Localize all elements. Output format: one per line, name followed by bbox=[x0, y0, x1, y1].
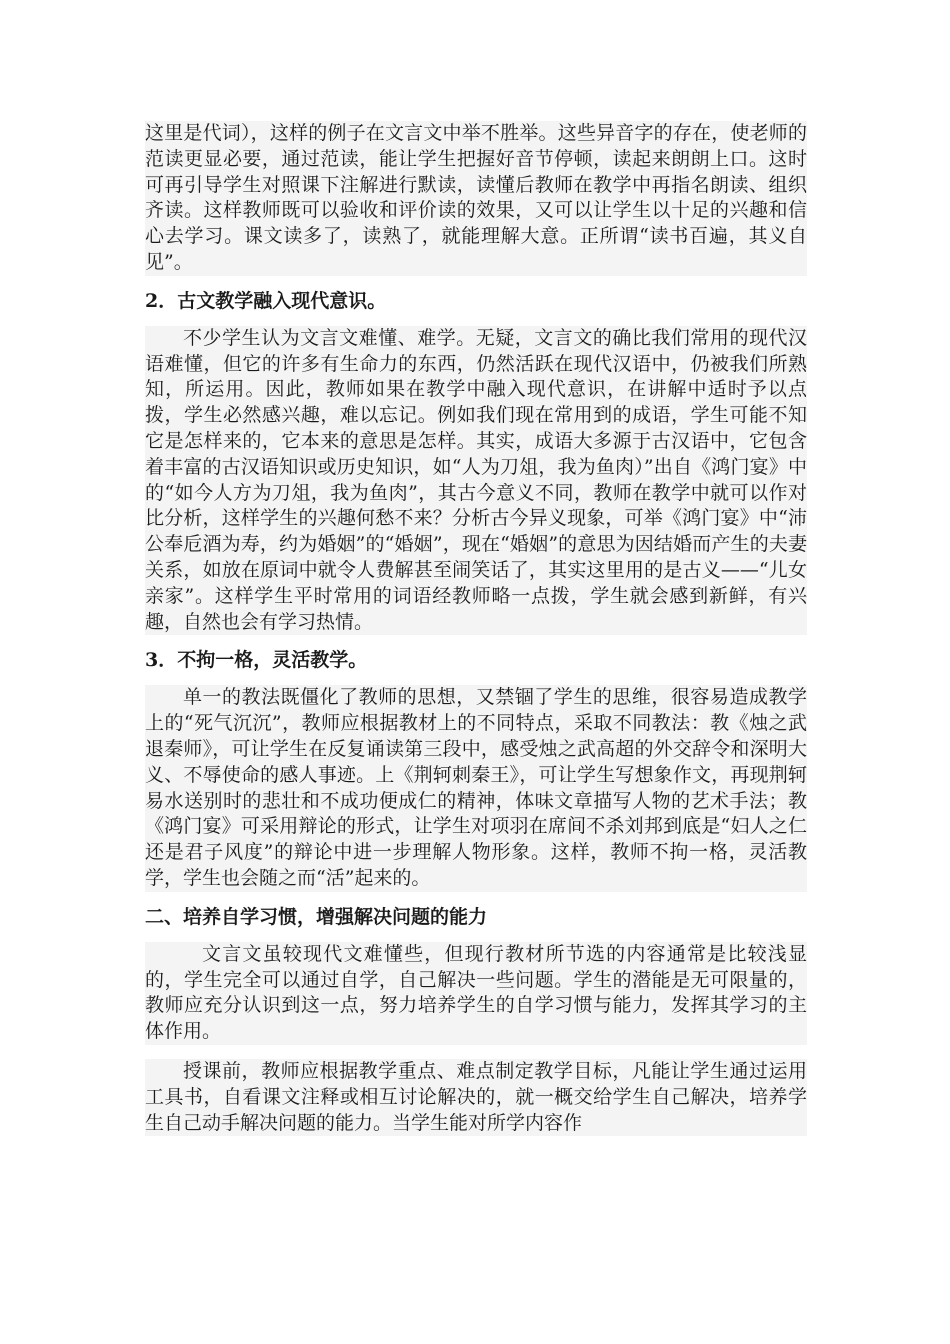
paragraph-block-3 bbox=[145, 685, 807, 891]
paragraph-block-1 bbox=[145, 121, 807, 276]
paragraph-block-5 bbox=[145, 1059, 807, 1136]
document-page bbox=[145, 121, 807, 1136]
heading-section-3: 3．不拘一格，灵活教学。 bbox=[145, 647, 807, 673]
paragraph-block-4 bbox=[145, 942, 807, 1045]
paragraph-3: 单一的教法既僵化了教师的思想，又禁锢了学生的思维，很容易造成教学上的“死气沉沉”，教师应根据教材上的不同特点，采取不同教法：教《烛之武退秦师》，可让学生在反复诵读第三段中，感受烛之武高超的外交辞令和深明大义、不辱使命的感人事迹。上《荆轲刺秦王》，可让学生写想象作文，再现荆轲易水送别时的悲壮和不成功便成仁的精神，体味文章描写人物的艺术手法；教《鸿门宴》可采用辩论的形式，让学生对项羽在席间不杀刘邦到底是“妇人之仁还是君子风度”的辩论中进一步理解人物形象。这样，教师不拘一格，灵活教学，学生也会随之而“活”起来的。 bbox=[145, 686, 807, 889]
paragraph-block-2 bbox=[145, 326, 807, 636]
paragraph-2: 不少学生认为文言文难懂、难学。无疑，文言文的确比我们常用的现代汉语难懂，但它的许多有生命力的东西，仍然活跃在现代汉语中，仍被我们所熟知，所运用。因此，教师如果在教学中融入现代意识，在讲解中适时予以点拨，学生必然感兴趣，难以忘记。例如我们现在常用到的成语，学生可能不知它是怎样来的，它本来的意思是怎样。其实，成语大多源于古汉语中，它包含着丰富的古汉语知识或历史知识，如“人为刀俎，我为鱼肉）”出自《鸿门宴》中的“如今人方为刀俎，我为鱼肉”，其古今意义不同，教师在教学中就可以作对比分析，这样学生的兴趣何愁不来？分析古今异义现象，可举《鸿门宴》中“沛公奉卮酒为寿，约为婚姻”的“婚姻”，现在“婚姻”的意思为因结婚而产生的夫妻关系，如放在原词中就令人费解甚至闹笑话了，其实这里用的是古义——“儿女亲家”。这样学生平时常用的词语经教师略一点拨，学生就会感到新鲜，有兴趣，自然也会有学习热情。 bbox=[145, 326, 807, 633]
heading-section-2: 2．古文教学融入现代意识。 bbox=[145, 288, 807, 314]
paragraph-5: 授课前，教师应根据教学重点、难点制定教学目标，凡能让学生通过运用工具书，自看课文注释或相互讨论解决的，就一概交给学生自己解决，培养学生自己动手解决问题的能力。当学生能对所学内容作 bbox=[145, 1059, 807, 1134]
heading-part-2: 二、培养自学习惯，增强解决问题的能力 bbox=[145, 904, 807, 930]
paragraph-4: 文言文虽较现代文难懂些，但现行教材所节选的内容通常是比较浅显的，学生完全可以通过自学，自己解决一些问题。学生的潜能是无可限量的，教师应充分认识到这一点，努力培养学生的自学习惯与能力，发挥其学习的主体作用。 bbox=[145, 942, 807, 1043]
paragraph-1: 这里是代词），这样的例子在文言文中举不胜举。这些异音字的存在，使老师的范读更显必要，通过范读，能让学生把握好音节停顿，读起来朗朗上口。这时可再引导学生对照课下注解进行默读，读懂后教师在教学中再指名朗读、组织齐读。这样教师既可以验收和评价读的效果，又可以让学生以十足的兴趣和信心去学习。课文读多了，读熟了，就能理解大意。正所谓“读书百遍，其义自见”。 bbox=[145, 122, 807, 273]
